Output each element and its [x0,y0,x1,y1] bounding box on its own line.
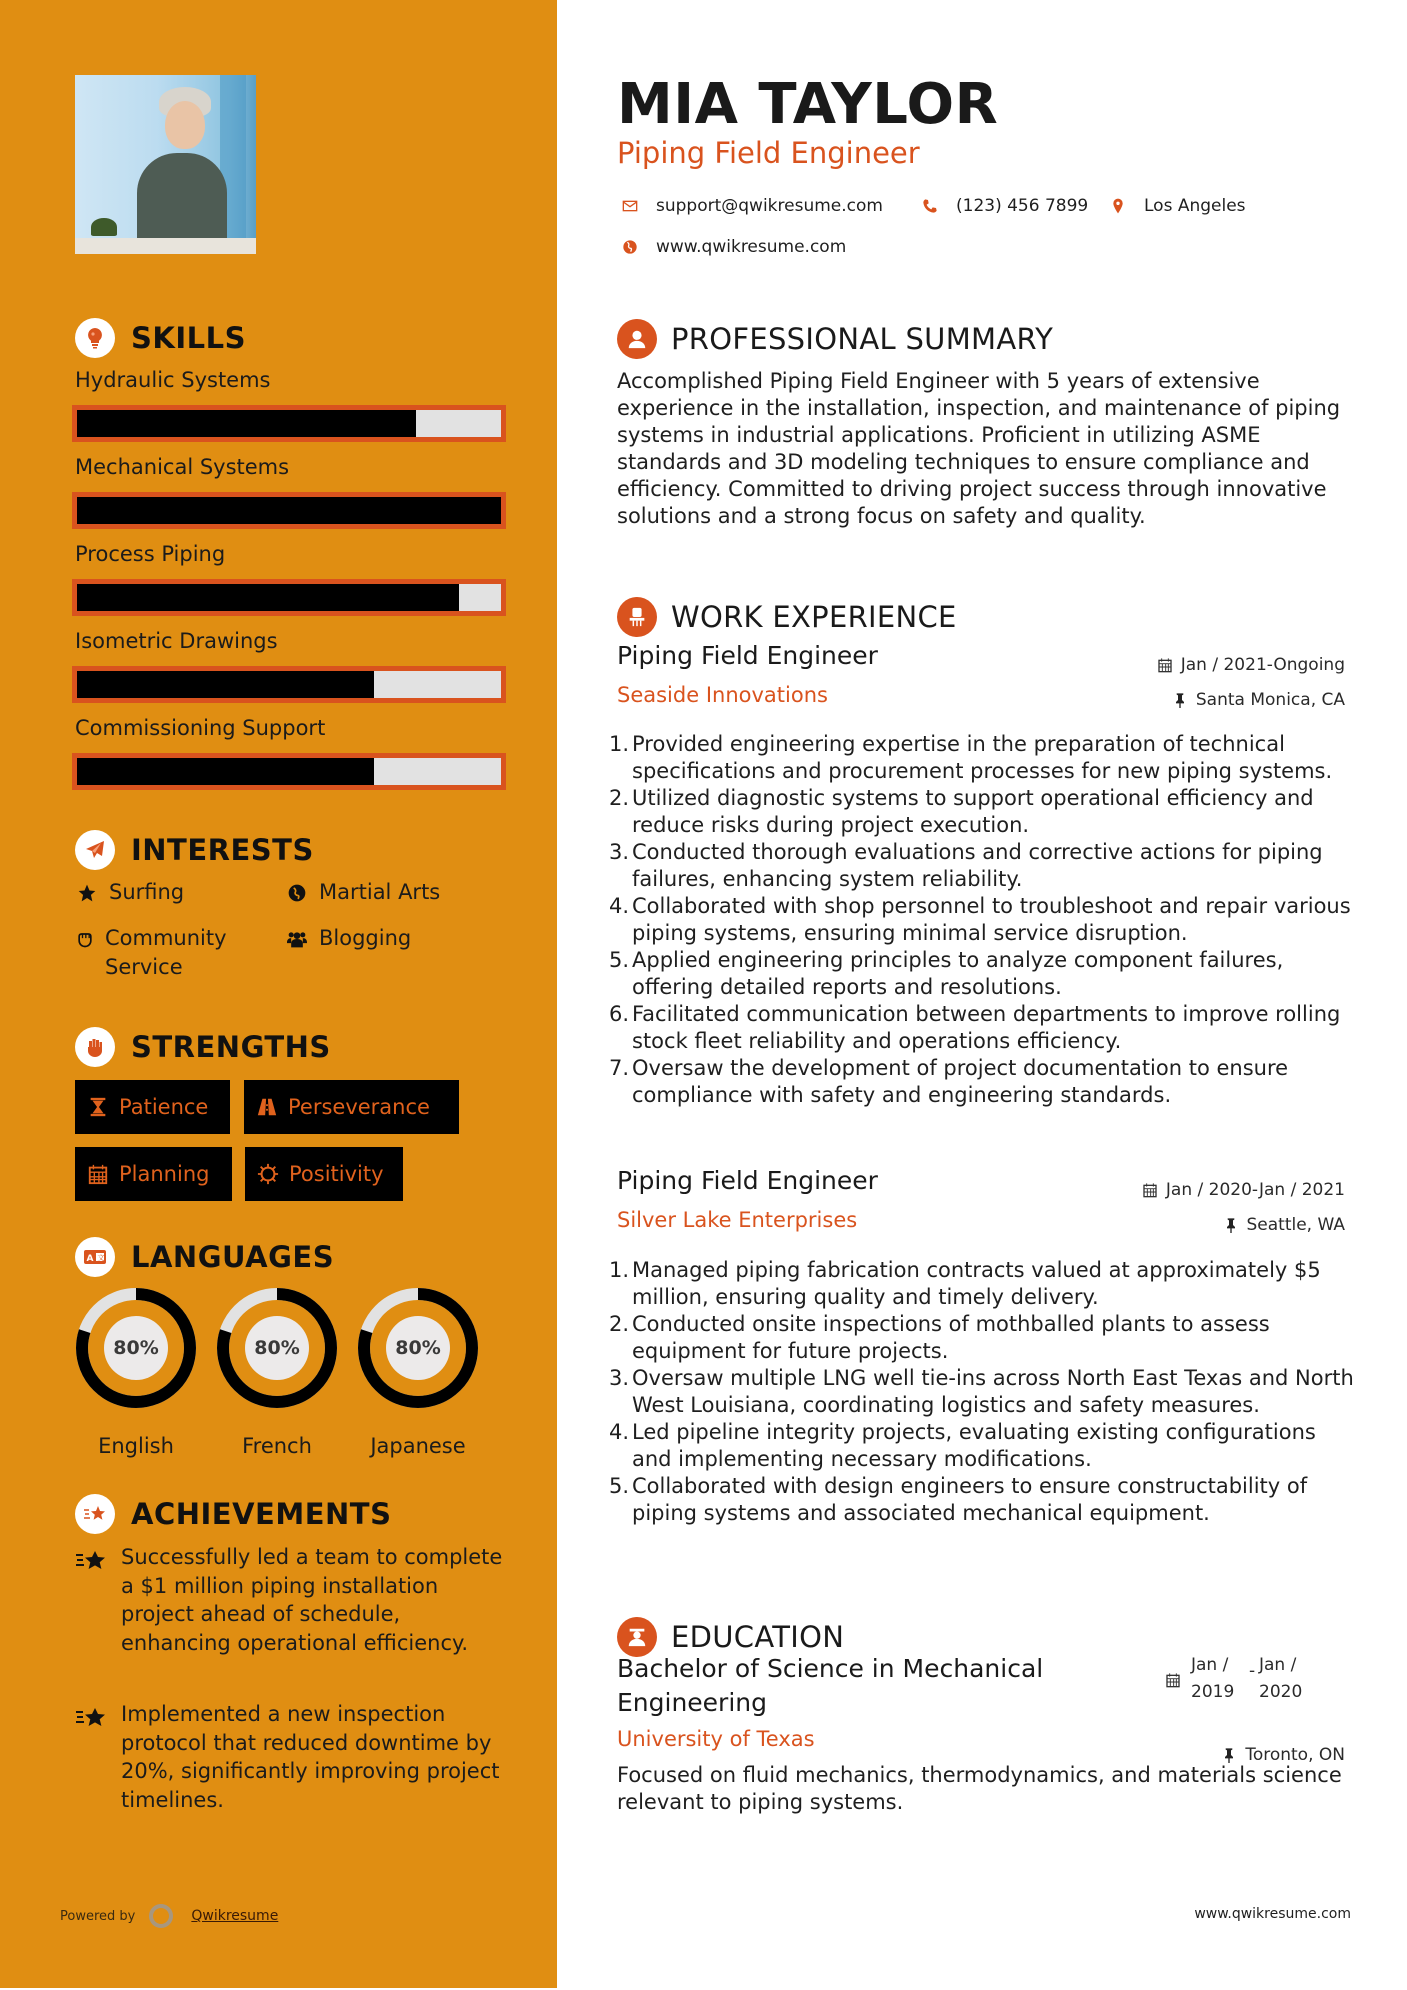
shooting-star-icon [75,1543,111,1657]
job-company: Seaside Innovations [617,683,828,707]
globe-icon [285,878,309,907]
job-duties [609,1257,1357,1527]
education-heading: EDUCATION [617,1617,844,1657]
interest-item: Blogging [285,924,411,953]
calendar-icon [1157,657,1173,673]
skill-bar [72,753,506,790]
interest-item: Martial Arts [285,878,440,907]
language-item: 80% English [74,1286,198,1458]
experience-heading: WORK EXPERIENCE [617,597,957,637]
job-duties [609,731,1357,1109]
qwikresume-logo-icon [149,1904,173,1928]
road-icon [256,1096,278,1118]
sun-gear-icon [257,1163,279,1185]
paper-plane-icon [75,830,115,870]
degree-title: Bachelor of Science in Mechanical Engineering [617,1654,1044,1717]
svg-text:A: A [86,1254,94,1264]
svg-text:文: 文 [97,1254,105,1262]
raised-fist-icon [75,1027,115,1067]
contact-location: Los Angeles [1110,196,1246,216]
map-pin-icon [1110,198,1126,214]
hourglass-icon [87,1096,109,1118]
candidate-name: MIA TAYLOR [617,72,999,137]
envelope-icon [622,198,638,214]
skill-label: Mechanical Systems [75,455,290,479]
duty-item: 3. Oversaw multiple LNG well tie-ins across North East Texas and North West Louisiana, coordinating logistics and safety measures. [609,1366,1354,1417]
language-donut: 80% [215,1286,339,1410]
skill-label: Process Piping [75,542,226,566]
skill-item [72,713,506,790]
skill-label: Commissioning Support [75,716,326,740]
duty-item: 4. Collaborated with shop personnel to troubleshoot and repair various piping systems, ensuring minimal service disruption. [609,894,1351,945]
contact-email[interactable]: support@qwikresume.com [622,196,883,216]
graduate-icon [617,1617,657,1657]
user-icon [617,319,657,359]
duty-item: 2. Utilized diagnostic systems to support operational efficiency and reduce risks during project execution. [609,786,1314,837]
job-location: Santa Monica, CA [1172,690,1345,710]
skill-item [72,452,506,529]
skill-fill [77,671,374,698]
skill-bar [72,579,506,616]
chair-icon [617,597,657,637]
hand-fist-icon [75,924,95,953]
education-dates: Jan / 2019 - Jan / 2020 [1165,1652,1317,1706]
job-title: Piping Field Engineer [617,641,878,670]
skill-fill [77,584,459,611]
skill-item [72,626,506,703]
pushpin-icon [1172,692,1188,708]
contact-phone[interactable]: (123) 456 7899 [922,196,1088,216]
achievement-item: Successfully led a team to complete a $1 million piping installation project ahead of schedule, enhancing operational efficiency. [75,1543,515,1657]
sidebar [0,0,557,1988]
calendar-icon [87,1163,109,1185]
strength-badge: Perseverance [244,1080,459,1134]
lightbulb-icon [75,318,115,358]
contact-website[interactable]: www.qwikresume.com [622,237,846,257]
pushpin-icon [1223,1217,1239,1233]
skill-bar [72,492,506,529]
interest-item: Community Service [75,924,265,982]
pushpin-icon [1221,1747,1237,1763]
skill-fill [77,410,416,437]
interest-item: Surfing [75,878,184,907]
translate-icon [75,1237,115,1277]
language-donut: 80% [356,1286,480,1410]
duty-item: 5. Collaborated with design engineers to ensure constructability of piping systems and associated mechanical equipment. [609,1474,1308,1525]
languages-heading: A 文 LANGUAGES [75,1237,334,1277]
main-content [557,0,1407,1990]
candidate-role: Piping Field Engineer [617,136,920,170]
summary-heading: PROFESSIONAL SUMMARY [617,319,1053,359]
powered-by: Powered by Qwikresume [60,1904,278,1928]
skills-heading: SKILLS [75,318,246,358]
calendar-icon [1142,1182,1158,1198]
summary-text: Accomplished Piping Field Engineer with 5 years of extensive experience in the installation, inspection, and maintenance of piping systems in industrial applications. Proficient in utilizing ASME standards and 3D modeling techniques to ensure compliance and efficiency. Committed to driving project success through innovative solutions and a strong focus on safety and quality. [617,369,1341,528]
footer-website-link[interactable]: www.qwikresume.com [1194,1906,1351,1922]
shooting-star-icon [75,1494,115,1534]
calendar-icon [1165,1672,1181,1688]
skill-label: Isometric Drawings [75,629,278,653]
job-dates: Jan / 2020-Jan / 2021 [1142,1180,1345,1200]
skill-label: Hydraulic Systems [75,368,271,392]
strengths-heading: STRENGTHS [75,1027,331,1067]
achievements-heading: ACHIEVEMENTS [75,1494,391,1534]
strength-badge: Planning [75,1147,232,1201]
language-item: 80% Japanese [356,1286,480,1458]
duty-item: 5. Applied engineering principles to analyze component failures, offering detailed reports and resolutions. [609,948,1284,999]
skill-item [72,539,506,616]
education-description: Focused on fluid mechanics, thermodynamics, and materials science relevant to piping systems. [617,1763,1342,1814]
star-icon [75,878,99,907]
duty-item: 2. Conducted onsite inspections of mothballed plants to assess equipment for future projects. [609,1312,1270,1363]
job-location: Seattle, WA [1223,1215,1346,1235]
duty-item: 1. Managed piping fabrication contracts valued at approximately $5 million, ensuring quality and timely delivery. [609,1258,1321,1309]
duty-item: 4. Led pipeline integrity projects, evaluating existing configurations and implementing necessary modifications. [609,1420,1316,1471]
skill-bar [72,666,506,703]
users-icon [285,924,309,953]
job-dates: Jan / 2021-Ongoing [1157,655,1345,675]
duty-item: 7. Oversaw the development of project documentation to ensure compliance with safety and engineering standards. [609,1056,1289,1107]
language-item: 80% French [215,1286,339,1458]
qwikresume-link[interactable]: Qwikresume [191,1908,279,1924]
school-name: University of Texas [617,1727,815,1751]
shooting-star-icon [75,1700,111,1814]
strength-badge: Patience [75,1080,230,1134]
skill-bar [72,405,506,442]
phone-icon [922,198,938,214]
job-title: Piping Field Engineer [617,1166,878,1195]
strength-badge: Positivity [245,1147,403,1201]
skill-fill [77,497,501,524]
duty-item: 6. Facilitated communication between departments to improve rolling stock fleet reliability and operations efficiency. [609,1002,1341,1053]
skill-fill [77,758,374,785]
language-donut: 80% [74,1286,198,1410]
profile-photo [75,75,256,254]
interests-heading: INTERESTS [75,830,314,870]
education-location: Toronto, ON [1221,1745,1345,1765]
globe-icon [622,239,638,255]
skill-item [72,365,506,442]
duty-item: 1. Provided engineering expertise in the preparation of technical specifications and procurement processes for new piping systems. [609,732,1333,783]
duty-item: 3. Conducted thorough evaluations and corrective actions for piping failures, enhancing system reliability. [609,840,1323,891]
job-company: Silver Lake Enterprises [617,1208,858,1232]
achievement-item: Implemented a new inspection protocol that reduced downtime by 20%, significantly improving project timelines. [75,1700,515,1814]
